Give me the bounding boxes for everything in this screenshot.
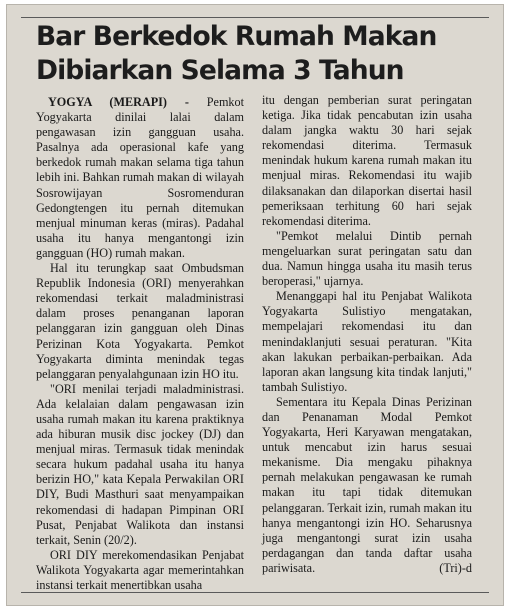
top-rule (21, 17, 489, 18)
dateline: YOGYA (MERAPI) - (48, 95, 189, 109)
paragraph: Menanggapi hal itu Penjabat Walikota Yogyakarta Sulistiyo mengatakan, mempelajari rekomendasi itu dan menindaklanjuti sesuai peraturan. "Kita akan lakukan perbaikan-perbaikan. Ada laporan akan langsung kita tindak lanjuti," tambah Sulistiyo. (262, 289, 472, 394)
article-column-left (36, 95, 244, 593)
paragraph (262, 395, 472, 576)
paragraph-text: Pemkot Yogyakarta dinilai lalai dalam pengawasan izin gangguan usaha. Pasalnya ada operasional kafe yang berkedok rumah makan selama tiga tahun lebih ini. Bahkan rumah makan di wilayah Sosrowijayan Sosromenduran Gedongtengen itu pernah ditemukan menjual minuman keras (miras). Padahal usaha itu hanya mengantongi izin gangguan (HO) rumah makan. (36, 95, 244, 260)
paragraph: itu dengan pemberian surat peringatan ketiga. Jika tidak pencabutan izin usaha dalam jangka waktu 30 hari sejak rekomendasi diterima. Termasuk menindak hukum karena rumah makan itu menjual miras. Rekomendasi itu wajib dilaksanakan dan dilaporkan disertai hasil pemeriksaan terhitung 60 hari sejak rekomendasi diterima. (262, 93, 472, 228)
paragraph-text: Sementara itu Kepala Dinas Perizinan dan Penanaman Modal Pemkot Yogyakarta, Heri Karyawan mengatakan, untuk mencabut izin harus sesuai mekanisme. Dia mengaku pihaknya pernah melakukan pengawasan ke rumah makan itu tapi tidak ditemukan pelanggaran. Terkait izin, rumah makan itu hanya mengantongi izin HO. Seharusnya juga mengantongi surat izin usaha perdagangan dan tanda daftar usaha pariwisata. (262, 394, 472, 575)
paragraph (36, 95, 244, 261)
paragraph: "Pemkot melalui Dintib pernah mengeluarkan surat peringatan satu dan dua. Namun hingga usaha itu masih terus beroperasi," ujarnya. (262, 228, 472, 289)
paragraph: ORI DIY merekomendasikan Penjabat Walikota Yogyakarta agar memerintahkan instansi terkait menertibkan usaha (36, 547, 244, 592)
headline (36, 20, 476, 88)
headline-line-1: Bar Berkedok Rumah Makan (36, 21, 437, 52)
headline-line-2: Dibiarkan Selama 3 Tahun (36, 55, 404, 86)
paragraph: Hal itu terungkap saat Ombudsman Republik Indonesia (ORI) menyerahkan rekomendasi terkait maladministrasi dalam proses penanganan laporan pelanggaran izin gangguan oleh Dinas Perizinan Kota Yogyakarta. Pemkot Yogyakarta diminta menindak tegas pelanggaran penyalahgunaan izin HO itu. (36, 261, 244, 381)
paragraph: "ORI menilai terjadi maladministrasi. Ada kelalaian dalam pengawasan izin usaha rumah makan itu karena praktiknya ada hiburan musik disc jockey (DJ) dan menjual miras. Termasuk tidak menindak secara hukum padahal usaha itu hanya berizin HO," kata Kepala Perwakilan ORI DIY, Budi Masthuri saat menyampaikan rekomendasi di hadapan Pimpinan ORI Pusat, Penjabat Walikota dan instansi terkait, Senin (20/2). (36, 381, 244, 547)
byline: (Tri)-d (439, 560, 472, 575)
article-column-right (262, 93, 472, 576)
